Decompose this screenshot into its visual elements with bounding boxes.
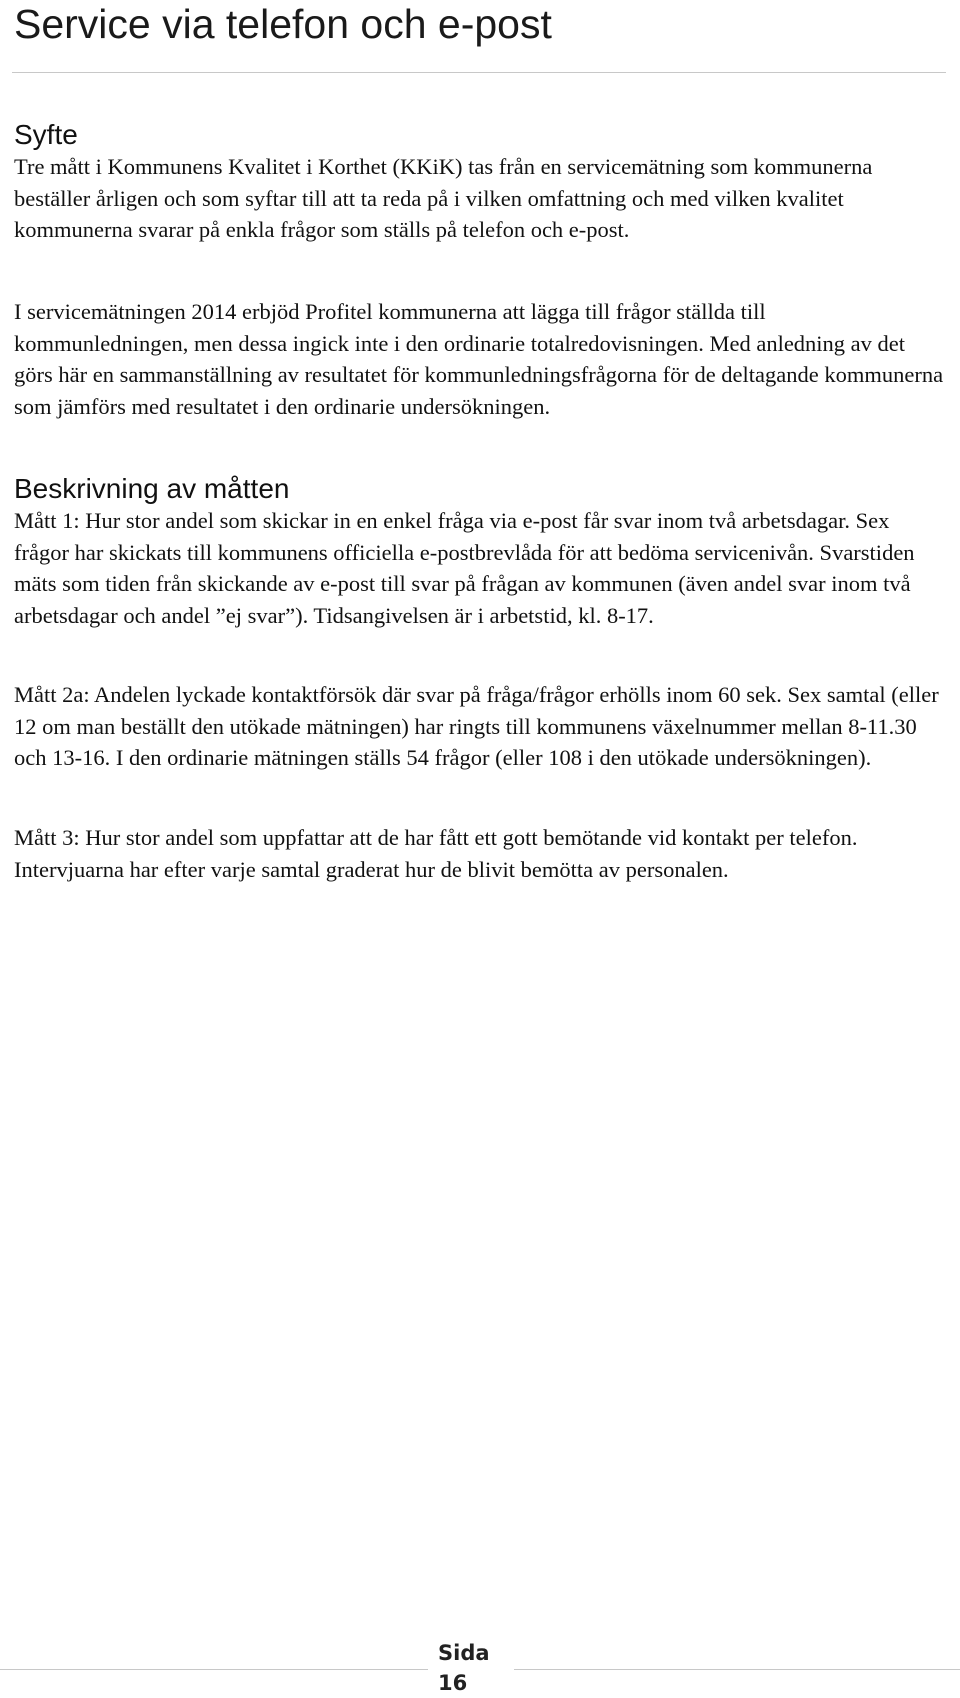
section-heading-syfte: Syfte — [14, 119, 78, 150]
paragraph-measure-1: Mått 1: Hur stor andel som skickar in en enkel fråga via e-post får svar inom två arbetsdagar. Sex frågor har skickats till kommunens officiella e-postbrevlåda för att bedöma servicenivån. Svarstiden mäts som tiden från skickande av e-post till svar på frågan av kommunen (även andel svar inom två arbetsdagar och andel ”ej svar”). Tidsangivelsen är i arbetstid, kl. 8-17. — [14, 508, 915, 628]
page-title: Service via telefon och e-post — [14, 1, 552, 47]
footer-divider-left — [0, 1669, 428, 1670]
paragraph-measure-3: Mått 3: Hur stor andel som uppfattar att de har fått ett gott bemötande vid kontakt per telefon. Intervjuarna har efter varje samtal graderat hur de blivit bemötta av personalen. — [14, 825, 858, 882]
paragraph-service-measurement-2014: I servicemätningen 2014 erbjöd Profitel kommunerna att lägga till frågor ställda till kommunledningen, men dessa ingick inte i den ordinarie totalredovisningen. Med anledning av det görs här en sammanställning av resultatet för kommunledningsfrågorna för de deltagande kommunerna som jämförs med resultatet i den ordinarie undersökningen. — [14, 299, 944, 419]
section-heading-description: Beskrivning av måtten — [14, 473, 290, 504]
title-divider — [12, 72, 946, 73]
page-number: Sida 16 — [438, 1641, 490, 1695]
paragraph-purpose: Tre mått i Kommunens Kvalitet i Korthet (KKiK) tas från en servicemätning som kommunerna beställer årligen och som syftar till att ta reda på i vilken omfattning och med vilken kvalitet kommunerna svarar på enkla frågor som ställs på telefon och e-post. — [14, 154, 873, 242]
footer-divider-right — [514, 1669, 960, 1670]
paragraph-measure-2a: Mått 2a: Andelen lyckade kontaktförsök där svar på fråga/frågor erhölls inom 60 sek. Sex samtal (eller 12 om man beställt den utökade mätningen) har ringts till kommunens växelnummer mellan 8-11.30 och 13-16. I den ordinarie mätningen ställs 54 frågor (eller 108 i den utökade undersökningen). — [14, 682, 939, 770]
